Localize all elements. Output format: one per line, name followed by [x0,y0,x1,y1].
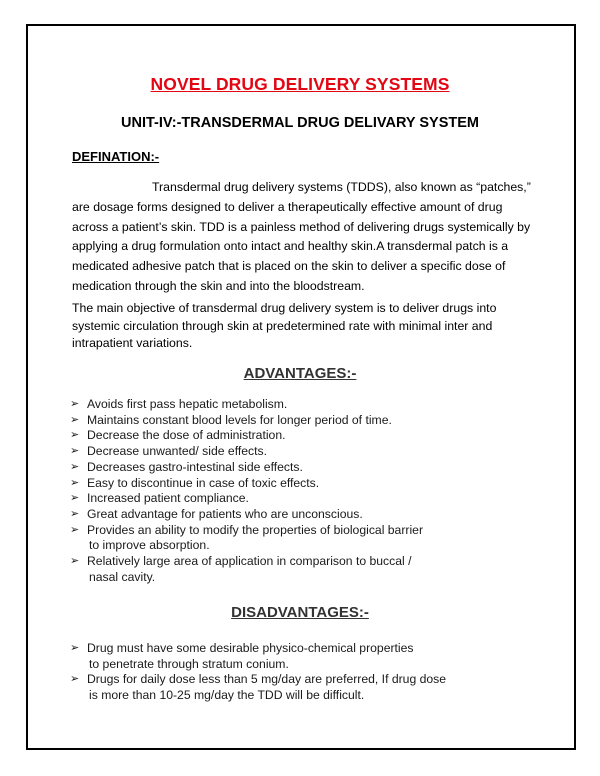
disadvantages-heading: DISADVANTAGES:- [231,604,369,621]
arrow-bullet-icon: ➢ [70,476,80,489]
arrow-bullet-icon: ➢ [70,445,80,458]
definition-heading: DEFINATION:- [72,149,160,164]
advantages-list [70,397,500,585]
arrow-bullet-icon: ➢ [70,413,80,426]
unit-heading: UNIT-IV:-TRANSDERMAL DRUG DELIVARY SYSTEM [121,115,479,131]
definition-text: Transdermal drug delivery systems (TDDS), also known as “patches,” are dosage forms designed to deliver a therapeutically effective amount of drug across a patient’s skin. TDD is a painless method of delivering drugs systemically by applying a drug formulation onto intact and healthy skin.A transdermal patch is a medicated adhesive patch that is placed on the skin to deliver a specific dose of medication through the skin and into the bloodstream. [72,180,531,293]
list-item: ➢ Great advantage for patients who are unconscious. [70,506,363,521]
advantages-heading: ADVANTAGES:- [243,365,357,382]
objective-text: The main objective of transdermal drug delivery system is to deliver drugs into systemic circulation through skin at predetermined rate with minimal inter and intrapatient variations. [72,301,497,351]
arrow-bullet-icon: ➢ [70,507,80,520]
arrow-bullet-icon: ➢ [70,642,80,654]
arrow-bullet-icon: ➢ [70,673,80,686]
list-item: ➢ Easy to discontinue in case of toxic effects. [70,475,320,490]
arrow-bullet-icon: ➢ [70,555,80,568]
list-item: ➢ Decrease unwanted/ side effects. [70,444,267,459]
list-item: ➢ Maintains constant blood levels for longer period of time. [70,412,392,427]
definition-paragraph [72,178,532,297]
arrow-bullet-icon: ➢ [70,429,80,442]
list-item: ➢ Avoids first pass hepatic metabolism. [70,397,288,411]
list-item: ➢ Decrease the dose of administration. [70,428,286,443]
list-item: ➢ Drugs for daily dose less than 5 mg/day are preferred, If drug dose is more than 10-25 mg/day the TDD will be difficult. [70,672,447,703]
arrow-bullet-icon: ➢ [70,492,80,505]
arrow-bullet-icon: ➢ [70,523,80,536]
objective-paragraph [72,300,532,353]
disadvantages-list [70,641,500,704]
list-item: ➢ Drug must have some desirable physico-chemical properties to penetrate through stratum conium. [70,641,414,671]
list-item: ➢ Relatively large area of application in comparison to buccal / nasal cavity. [70,554,412,584]
arrow-bullet-icon: ➢ [70,460,80,473]
list-item: ➢ Decreases gastro-intestinal side effects. [70,459,303,474]
list-item: ➢ Increased patient compliance. [70,491,249,506]
document-title: NOVEL DRUG DELIVERY SYSTEMS [150,74,450,94]
arrow-bullet-icon: ➢ [70,398,80,410]
list-item: ➢ Provides an ability to modify the properties of biological barrier to improve absorption. [70,522,424,553]
